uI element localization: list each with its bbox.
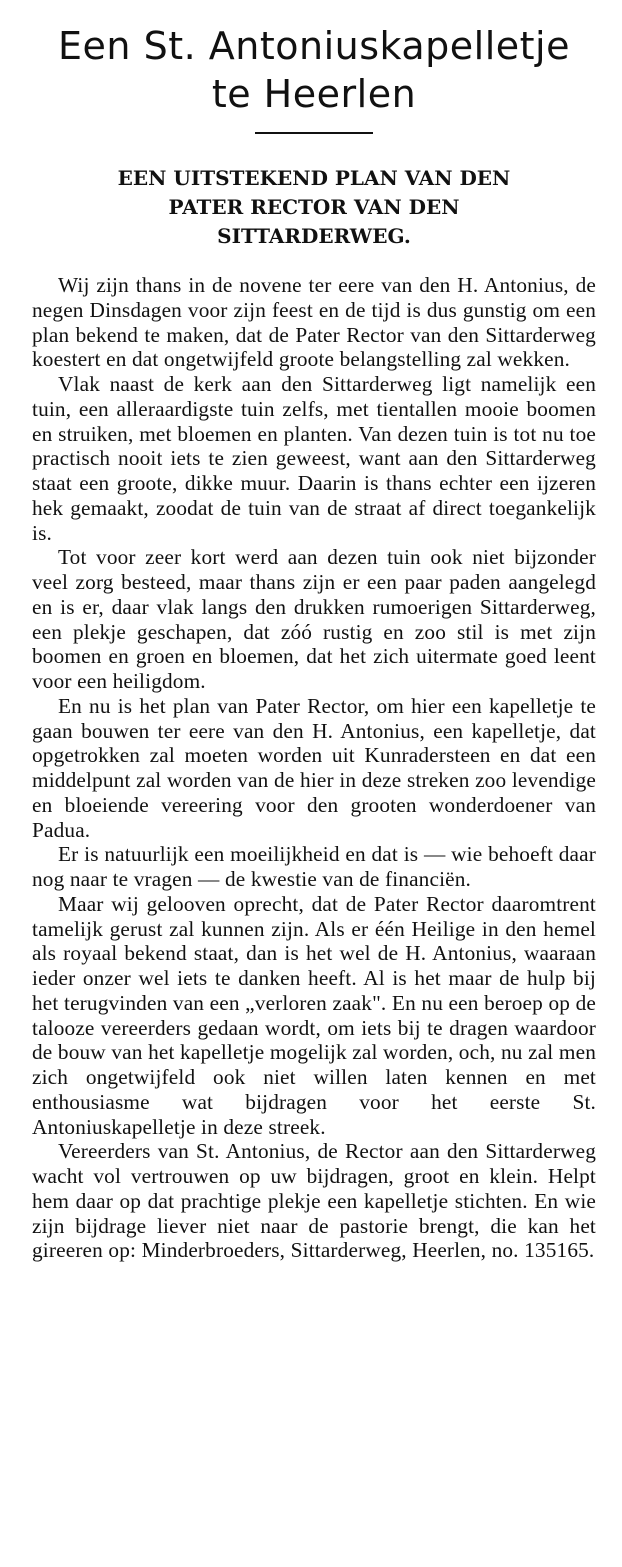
paragraph-3: Tot voor zeer kort werd aan dezen tuin ook niet bijzonder veel zorg besteed, maar thans zijn er een paar paden aangelegd en is er, daar vlak langs den drukken rumoerigen Sittarderweg, een plekje geschapen, dat zóó rustig en zoo stil is met zijn boomen en groen en bloemen, dat het zich uitermate goed leent voor een heiligdom.	[32, 545, 596, 693]
paragraph-7: Vereerders van St. Antonius, de Rector aan den Sittarderweg wacht vol vertrouwen op uw bijdragen, groot en klein. Helpt hem daar op dat prachtige plekje een kapelletje stichten. En wie zijn bijdrage liever niet naar de pastorie brengt, die kan het gireeren op: Minderbroeders, Sittarderweg, Heerlen, no. 135165.	[32, 1139, 596, 1263]
headline-divider	[255, 132, 373, 134]
subheading-line-2: PATER RECTOR VAN DEN	[168, 195, 460, 219]
subheading-line-1: EEN UITSTEKEND PLAN VAN DEN	[117, 166, 511, 190]
article-headline	[32, 22, 596, 118]
paragraph-2: Vlak naast de kerk aan den Sittarderweg ligt namelijk een tuin, een alleraardigste tuin zelfs, met tientallen mooie boomen en struiken, met bloemen en planten. Van dezen tuin is tot nu toe practisch nooit iets te zien geweest, want aan den Sittarderweg staat een groote, dikke muur. Daarin is thans echter een ijzeren hek gemaakt, zoodat de tuin van de straat af direct toegankelijk is.	[32, 372, 596, 545]
headline-line-2: te Heerlen	[211, 72, 417, 116]
paragraph-4: En nu is het plan van Pater Rector, om hier een kapelletje te gaan bouwen ter eere van den H. Antonius, een kapelletje, dat opgetrokken zal moeten worden uit Kunradersteen en dat een middelpunt zal worden van de hier in deze streken zoo levendige en bloeiende vereering voor den grooten wonderdoener van Padua.	[32, 693, 596, 842]
paragraph-5: Er is natuurlijk een moeilijkheid en dat is — wie behoeft daar nog naar te vragen — de kwestie van de financiën.	[32, 842, 596, 891]
subheading-line-3: SITTARDERWEG.	[217, 224, 411, 248]
headline-line-1: Een St. Antoniuskapelletje	[58, 24, 570, 68]
paragraph-1: Wij zijn thans in de novene ter eere van den H. Antonius, de negen Dinsdagen voor zijn feest en de tijd is dus gunstig om een plan bekend te maken, dat de Pater Rector van den Sittarderweg koestert en dat ongetwijfeld groote belangstelling zal wekken.	[32, 273, 596, 372]
article-body	[32, 273, 596, 1263]
article-subheading	[62, 164, 566, 251]
paragraph-6: Maar wij gelooven oprecht, dat de Pater Rector daaromtrent tamelijk gerust zal kunnen zijn. Als er één Heilige in den hemel als royaal bekend staat, dan is het wel de H. Antonius, waaraan ieder onzer wel iets te danken heeft. Al is het maar de hulp bij het terugvinden van een „verloren zaak". En nu een beroep op de talooze vereerders gedaan wordt, om iets bij te dragen waardoor de bouw van het kapelletje mogelijk zal worden, och, nu zal men zich ongetwijfeld ook niet willen laten kennen en met enthousiasme wat bijdragen voor het eerste St. Antoniuskapelletje in deze streek.	[32, 891, 596, 1139]
